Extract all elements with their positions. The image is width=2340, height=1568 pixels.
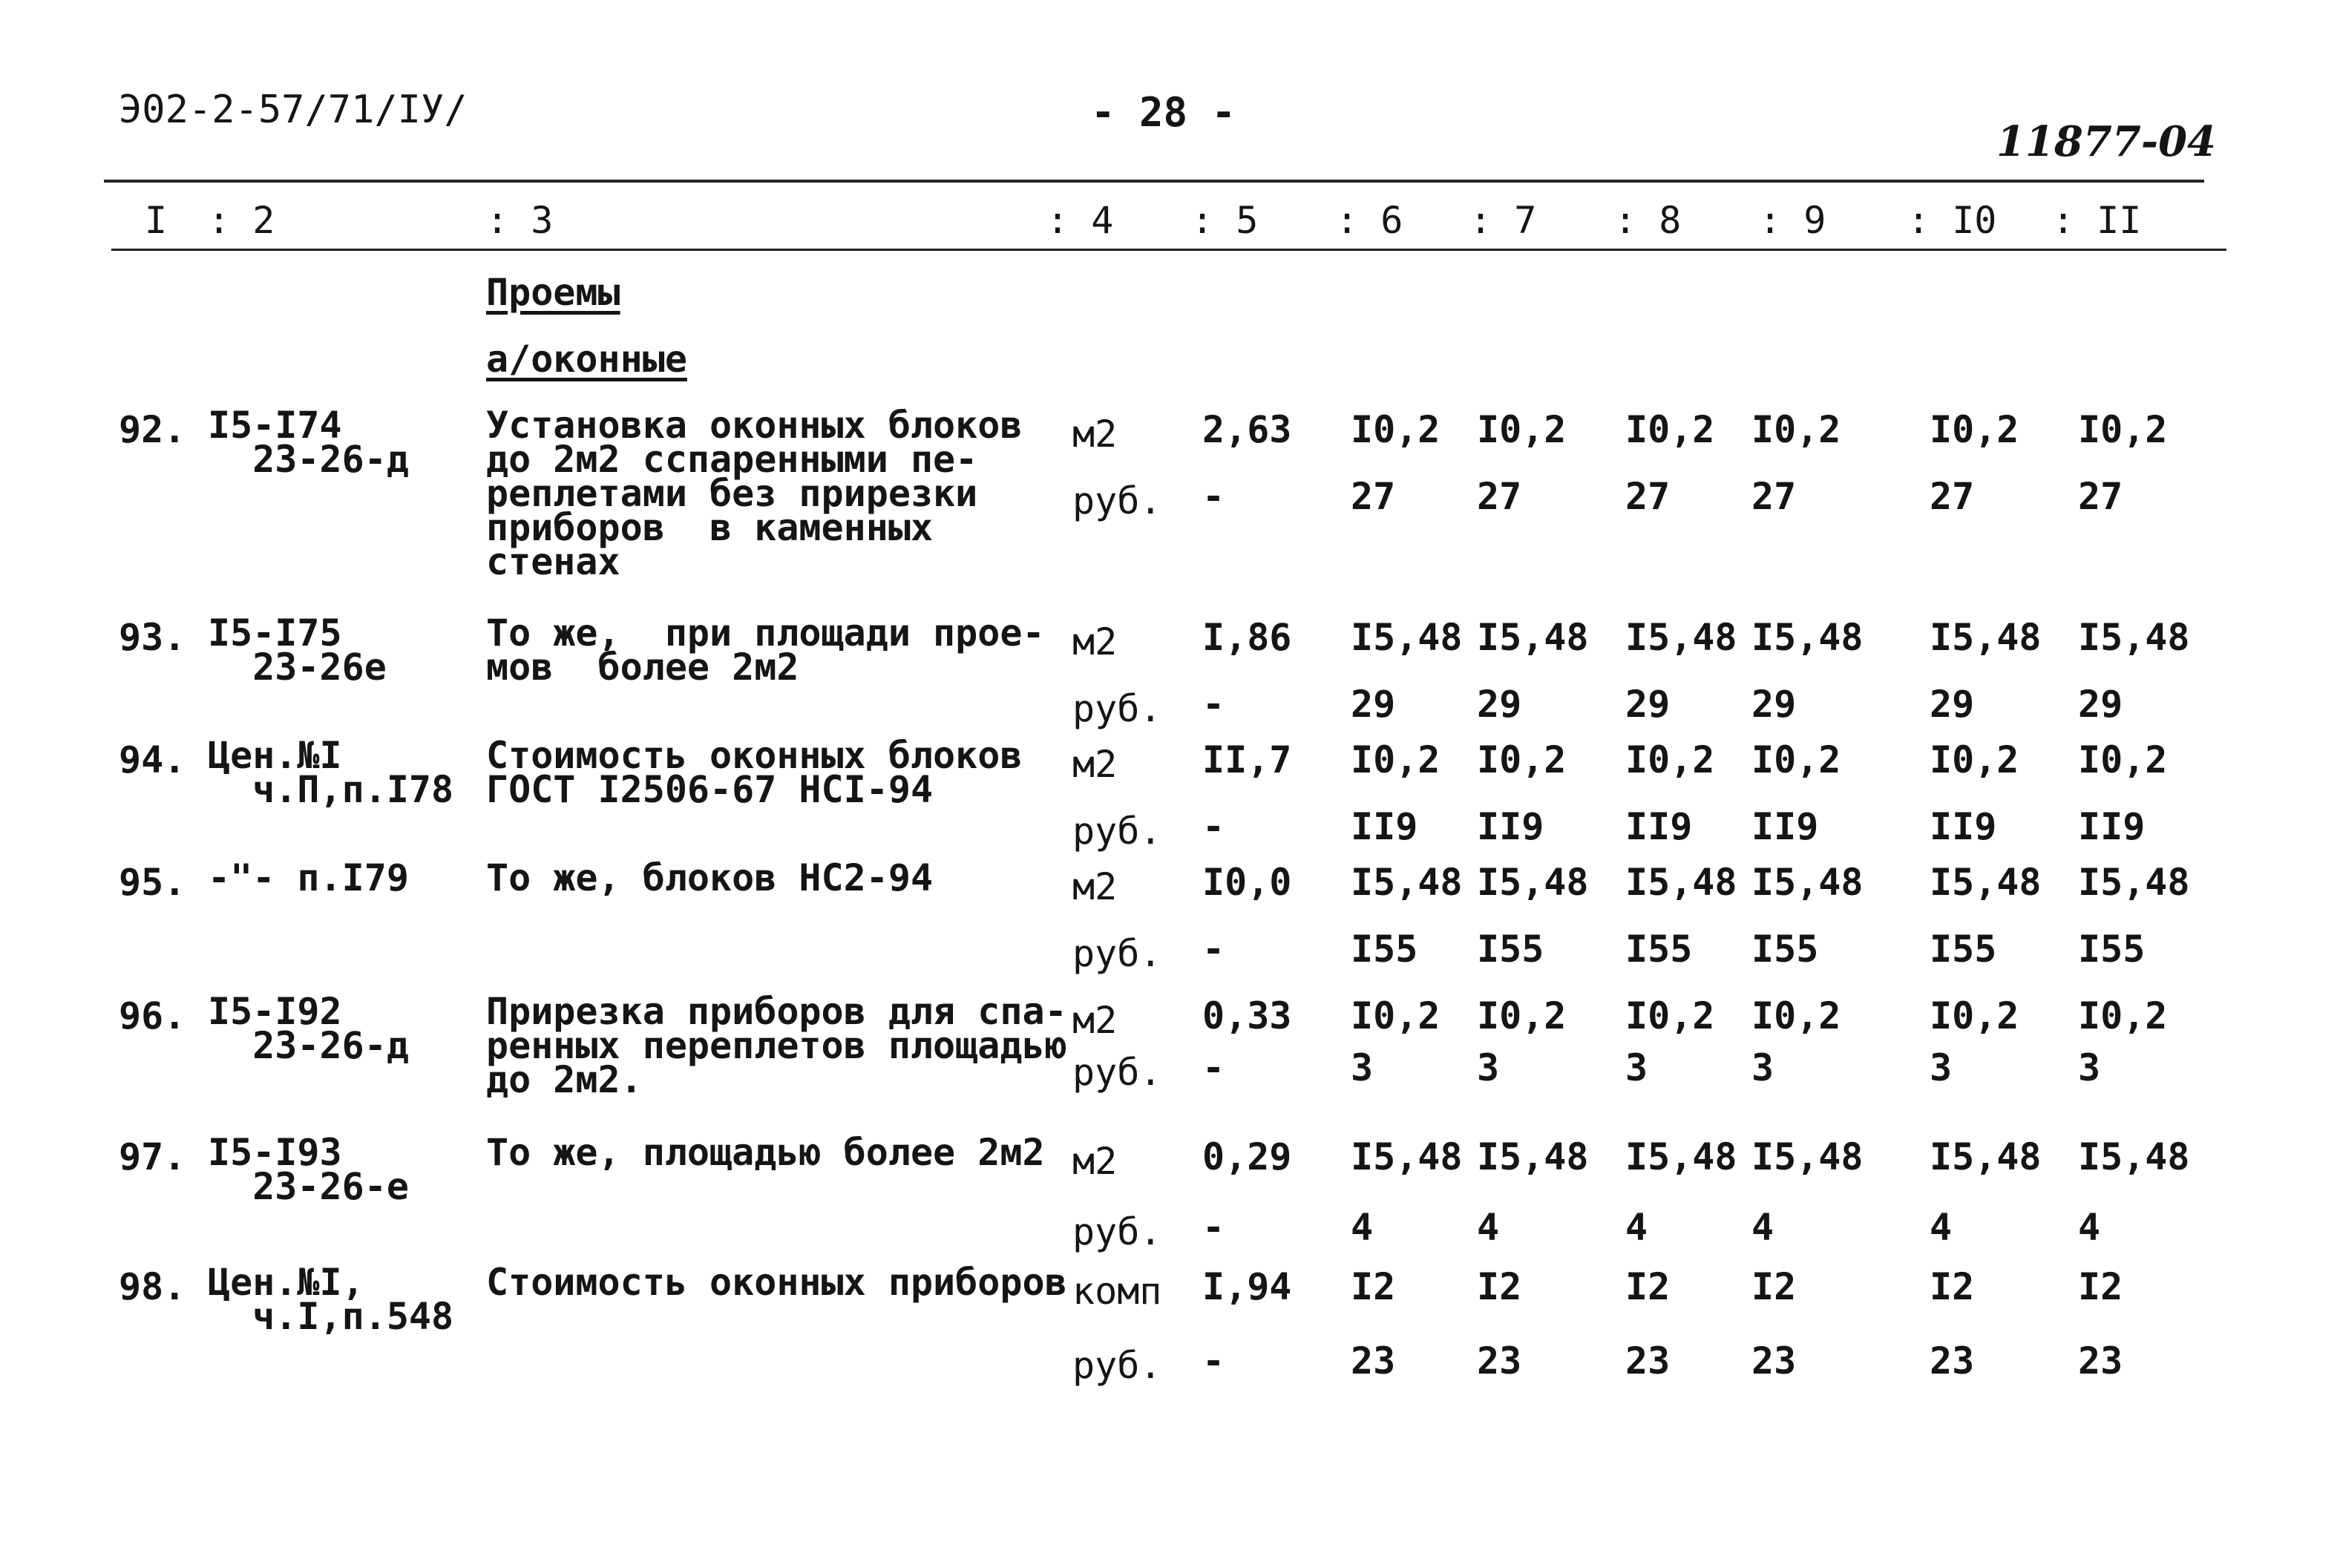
value-cell: I5,48 <box>1351 1135 1463 1178</box>
value-cell: I5,48 <box>1477 861 1589 904</box>
value-cell: 23 <box>1351 1339 1396 1382</box>
archive-number: 11877-04 <box>1996 117 2216 166</box>
norm-code: I5-I74 23-26-д <box>208 404 409 481</box>
value-cell: I0,2 <box>1751 994 1841 1037</box>
value-cell: I0,2 <box>1930 738 2019 781</box>
value-cell: I0,2 <box>1625 408 1715 451</box>
work-description: То же, площадью более 2м2 <box>486 1131 1045 1174</box>
value-cell: I5,48 <box>1625 616 1737 659</box>
row-number: 96. <box>119 994 186 1037</box>
quantity-cell: - <box>1202 683 1225 726</box>
value-cell: I2 <box>1477 1265 1522 1308</box>
value-cell: I0,2 <box>1351 994 1441 1037</box>
row-number: 94. <box>119 738 186 781</box>
value-cell: 4 <box>1930 1206 1953 1249</box>
value-cell: I55 <box>1351 928 1418 971</box>
value-cell: I5,48 <box>1751 861 1864 904</box>
value-cell: I5,48 <box>1625 1135 1737 1178</box>
value-cell: I5,48 <box>1751 1135 1864 1178</box>
value-cell: 3 <box>1751 1046 1774 1089</box>
value-cell: I55 <box>1625 928 1693 971</box>
value-cell: 4 <box>1351 1206 1374 1249</box>
value-cell: 3 <box>1477 1046 1500 1089</box>
column-header-9: : 9 <box>1759 199 1826 242</box>
quantity-cell: I0,0 <box>1202 861 1292 904</box>
section-subtitle: а/оконные <box>486 338 687 381</box>
value-cell: I5,48 <box>2078 1135 2190 1178</box>
column-header-8: : 8 <box>1614 199 1682 242</box>
value-cell: I0,2 <box>1625 994 1715 1037</box>
value-cell: 29 <box>2078 683 2123 726</box>
quantity-cell: I,86 <box>1202 616 1292 659</box>
value-cell: 27 <box>1477 475 1522 518</box>
page-number: - 28 - <box>1091 89 1236 136</box>
value-cell: II9 <box>2078 805 2146 848</box>
unit-cell: руб. <box>1072 932 1162 975</box>
value-cell: 4 <box>2078 1206 2101 1249</box>
row-number: 97. <box>119 1135 186 1178</box>
norm-code: I5-I92 23-26-д <box>208 990 409 1067</box>
quantity-cell: - <box>1202 1046 1225 1089</box>
unit-cell: руб. <box>1072 1210 1162 1253</box>
value-cell: I5,48 <box>1930 616 2042 659</box>
value-cell: I5,48 <box>2078 861 2190 904</box>
value-cell: I2 <box>1351 1265 1396 1308</box>
value-cell: I0,2 <box>2078 408 2168 451</box>
value-cell: I0,2 <box>1477 994 1567 1037</box>
column-header-3: : 3 <box>486 199 554 242</box>
column-header-7: : 7 <box>1469 199 1537 242</box>
quantity-cell: 2,63 <box>1202 408 1292 451</box>
value-cell: I5,48 <box>1751 616 1864 659</box>
value-cell: I55 <box>1751 928 1819 971</box>
unit-cell: м2 <box>1072 1140 1118 1183</box>
header-bottom-rule <box>111 249 2226 251</box>
unit-cell: руб. <box>1072 1051 1162 1094</box>
value-cell: I0,2 <box>1751 738 1841 781</box>
value-cell: I0,2 <box>2078 738 2168 781</box>
value-cell: I55 <box>1477 928 1544 971</box>
value-cell: I0,2 <box>2078 994 2168 1037</box>
value-cell: I0,2 <box>1477 408 1567 451</box>
column-header-5: : 5 <box>1191 199 1259 242</box>
value-cell: 29 <box>1477 683 1522 726</box>
work-description: Стоимость оконных блоков ГОСТ I2506-67 НСI-94 <box>486 734 1023 811</box>
quantity-cell: 0,33 <box>1202 994 1292 1037</box>
unit-cell: комп <box>1072 1270 1162 1313</box>
norm-code: Цен.№I ч.П,п.I78 <box>208 734 454 811</box>
value-cell: 3 <box>1351 1046 1374 1089</box>
unit-cell: руб. <box>1072 1344 1162 1387</box>
value-cell: I5,48 <box>1930 861 2042 904</box>
value-cell: I0,2 <box>1751 408 1841 451</box>
quantity-cell: - <box>1202 1339 1225 1382</box>
value-cell: II9 <box>1351 805 1418 848</box>
value-cell: 3 <box>1625 1046 1648 1089</box>
quantity-cell: I,94 <box>1202 1265 1292 1308</box>
norm-code: I5-I93 23-26-е <box>208 1131 409 1208</box>
value-cell: II9 <box>1930 805 1997 848</box>
column-header-4: : 4 <box>1046 199 1114 242</box>
doc-code: Э02-2-57/71/IУ/ <box>119 88 468 132</box>
unit-cell: руб. <box>1072 479 1162 522</box>
norm-code: I5-I75 23-26е <box>208 611 387 689</box>
unit-cell: руб. <box>1072 810 1162 853</box>
quantity-cell: - <box>1202 928 1225 971</box>
row-number: 92. <box>119 408 186 451</box>
row-number: 98. <box>119 1265 186 1308</box>
unit-cell: м2 <box>1072 865 1118 908</box>
value-cell: 29 <box>1930 683 1975 726</box>
value-cell: 29 <box>1351 683 1396 726</box>
value-cell: I0,2 <box>1351 738 1441 781</box>
unit-cell: м2 <box>1072 620 1118 663</box>
value-cell: I5,48 <box>2078 616 2190 659</box>
quantity-cell: 0,29 <box>1202 1135 1292 1178</box>
value-cell: I5,48 <box>1625 861 1737 904</box>
value-cell: 27 <box>1751 475 1797 518</box>
quantity-cell: - <box>1202 805 1225 848</box>
row-number: 95. <box>119 861 186 904</box>
quantity-cell: - <box>1202 475 1225 518</box>
value-cell: 23 <box>1930 1339 1975 1382</box>
header-top-rule <box>104 180 2204 183</box>
value-cell: I5,48 <box>1351 616 1463 659</box>
work-description: Стоимость оконных приборов <box>486 1261 1067 1304</box>
value-cell: II9 <box>1477 805 1544 848</box>
unit-cell: руб. <box>1072 687 1162 730</box>
value-cell: I5,48 <box>1351 861 1463 904</box>
work-description: То же, при площади прое- мов более 2м2 <box>486 611 1045 689</box>
value-cell: 23 <box>2078 1339 2123 1382</box>
unit-cell: м2 <box>1072 999 1118 1042</box>
column-header-10: : I0 <box>1907 199 1997 242</box>
column-header-1: I <box>145 199 168 242</box>
work-description: Прирезка приборов для спа- ренных переплетов площадью до 2м2. <box>486 990 1067 1101</box>
column-header-2: : 2 <box>208 199 275 242</box>
value-cell: II9 <box>1751 805 1819 848</box>
value-cell: 27 <box>2078 475 2123 518</box>
value-cell: I2 <box>1625 1265 1671 1308</box>
value-cell: I55 <box>2078 928 2146 971</box>
value-cell: I2 <box>1751 1265 1797 1308</box>
quantity-cell: II,7 <box>1202 738 1292 781</box>
value-cell: 3 <box>1930 1046 1953 1089</box>
value-cell: 3 <box>2078 1046 2101 1089</box>
value-cell: 29 <box>1751 683 1797 726</box>
value-cell: 23 <box>1477 1339 1522 1382</box>
value-cell: 23 <box>1625 1339 1671 1382</box>
unit-cell: м2 <box>1072 413 1118 456</box>
value-cell: I2 <box>2078 1265 2123 1308</box>
value-cell: II9 <box>1625 805 1693 848</box>
value-cell: 4 <box>1625 1206 1648 1249</box>
value-cell: I0,2 <box>1930 994 2019 1037</box>
value-cell: I2 <box>1930 1265 1975 1308</box>
column-header-6: : 6 <box>1336 199 1403 242</box>
value-cell: I0,2 <box>1930 408 2019 451</box>
value-cell: 27 <box>1351 475 1396 518</box>
value-cell: I0,2 <box>1477 738 1567 781</box>
column-header-11: : II <box>2052 199 2142 242</box>
value-cell: 27 <box>1625 475 1671 518</box>
work-description: Установка оконных блоков до 2м2 сспаренными пе- реплетами без прирезки приборов в каменных стенах <box>486 404 1023 583</box>
norm-code: -"- п.I79 <box>208 856 409 899</box>
value-cell: 23 <box>1751 1339 1797 1382</box>
quantity-cell: - <box>1202 1206 1225 1249</box>
value-cell: I5,48 <box>1930 1135 2042 1178</box>
value-cell: 27 <box>1930 475 1975 518</box>
work-description: То же, блоков НС2-94 <box>486 856 934 899</box>
value-cell: I0,2 <box>1625 738 1715 781</box>
norm-code: Цен.№I, ч.I,п.548 <box>208 1261 454 1338</box>
value-cell: I0,2 <box>1351 408 1441 451</box>
value-cell: I5,48 <box>1477 1135 1589 1178</box>
value-cell: 4 <box>1477 1206 1500 1249</box>
section-title: Проемы <box>486 271 620 314</box>
value-cell: 4 <box>1751 1206 1774 1249</box>
value-cell: I5,48 <box>1477 616 1589 659</box>
value-cell: 29 <box>1625 683 1671 726</box>
value-cell: I55 <box>1930 928 1997 971</box>
row-number: 93. <box>119 616 186 659</box>
unit-cell: м2 <box>1072 743 1118 786</box>
